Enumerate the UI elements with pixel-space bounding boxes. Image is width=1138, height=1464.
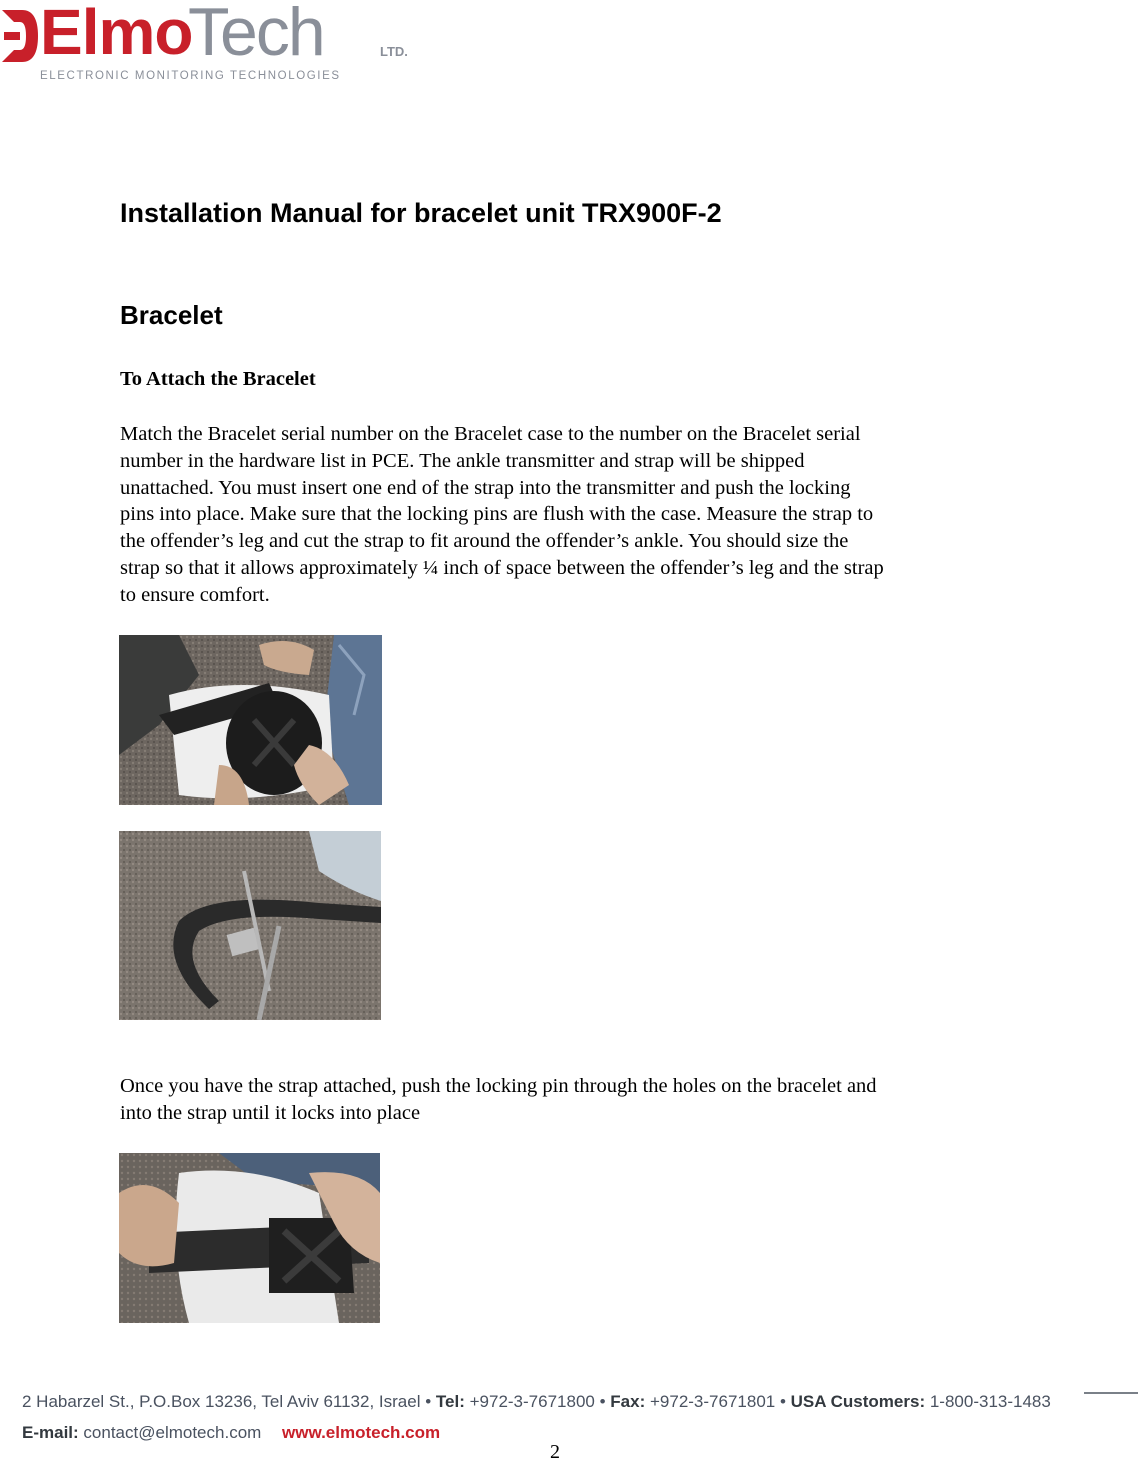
footer-rule <box>1084 1392 1138 1394</box>
footer-email-label: E-mail: <box>22 1423 79 1442</box>
photo-lock-pin <box>119 1153 380 1323</box>
company-logo <box>0 0 420 90</box>
footer-usa-label: USA Customers: <box>790 1392 926 1411</box>
document-title: Installation Manual for bracelet unit TRX900F-2 <box>120 198 722 228</box>
footer-contact-line <box>22 1423 440 1443</box>
paragraph-line: Match the Bracelet serial number on the Bracelet case to the number on the Bracelet serial <box>120 423 861 445</box>
paragraph-line: pins into place. Make sure that the locking pins are flush with the case. Measure the strap to <box>120 503 874 526</box>
instructions-paragraph-1 <box>120 421 1000 609</box>
instructions-paragraph-2 <box>120 1073 1000 1127</box>
footer-usa-phone: 1-800-313-1483 <box>929 1392 1051 1411</box>
paragraph-line: to ensure comfort. <box>120 583 270 606</box>
photo-insert-strap <box>119 635 382 805</box>
logo-elmo-text: Elmo <box>40 0 193 68</box>
section-heading: Bracelet <box>120 300 223 330</box>
paragraph-line: the offender’s leg and cut the strap to fit around the offender’s ankle. You should size the <box>120 530 849 553</box>
paragraph-line: number in the hardware list in PCE. The ankle transmitter and strap will be shipped <box>120 449 805 472</box>
footer-fax: +972-3-7671801 <box>649 1392 776 1411</box>
paragraph-line: Once you have the strap attached, push the locking pin through the holes on the bracelet and <box>120 1075 877 1097</box>
footer-address: 2 Habarzel St., P.O.Box 13236, Tel Aviv 61132, Israel <box>22 1392 421 1411</box>
footer-tel-label: Tel: <box>435 1392 465 1411</box>
logo-ltd-text: LTD. <box>380 44 408 59</box>
footer-website-link[interactable]: www.elmotech.com <box>282 1423 441 1442</box>
paragraph-line: into the strap until it locks into place <box>120 1101 421 1124</box>
footer-address-line: 2 Habarzel St., P.O.Box 13236, Tel Aviv 61132, Israel • Tel: +972-3-7671800 • Fax: +972-3-7671801 • USA Customers: 1-800-313-1483 <box>22 1392 1051 1411</box>
logo-tagline: ELECTRONIC MONITORING TECHNOLOGIES <box>40 70 341 82</box>
paragraph-line: strap so that it allows approximately ¼ inch of space between the offender’s leg and the strap <box>120 556 884 579</box>
footer-email[interactable]: contact@elmotech.com <box>83 1423 262 1442</box>
logo-mark-icon <box>0 6 40 66</box>
page-number: 2 <box>550 1441 560 1463</box>
subsection-heading: To Attach the Bracelet <box>120 368 316 390</box>
logo-tech-text: Tech <box>188 0 324 70</box>
photo-cut-strap <box>119 831 381 1020</box>
footer-tel: +972-3-7671800 <box>469 1392 595 1411</box>
footer-fax-label: Fax: <box>610 1392 646 1411</box>
paragraph-line: unattached. You must insert one end of the strap into the transmitter and push the locking <box>120 476 851 499</box>
